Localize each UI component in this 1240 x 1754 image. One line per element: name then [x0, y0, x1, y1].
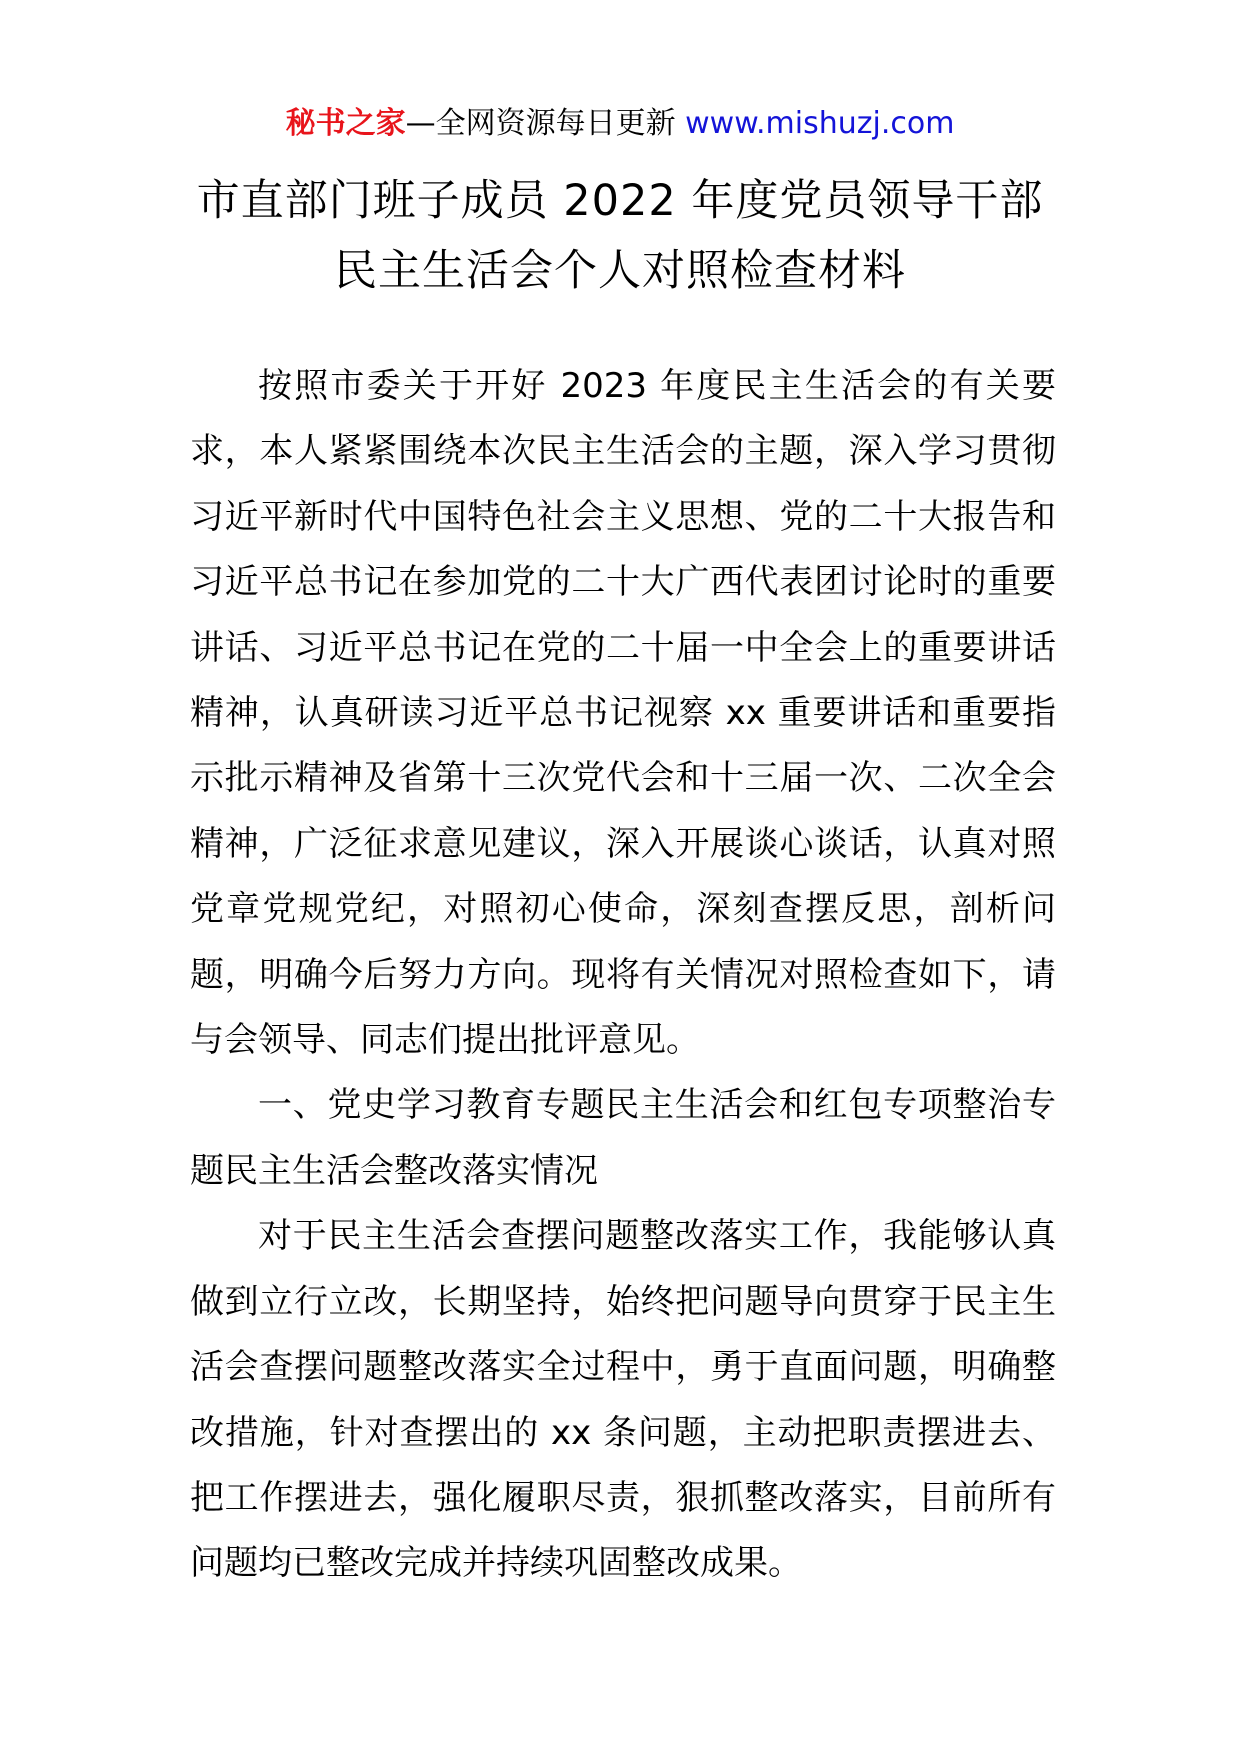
site-header	[0, 104, 1240, 144]
document-title	[100, 166, 1140, 306]
title-line-1: 市直部门班子成员 2022 年度党员领导干部	[196, 176, 1044, 226]
brand-name: 秘书之家	[285, 106, 406, 141]
section-1-paragraph: 对于民主生活会查摆问题整改落实工作，我能够认真做到立行立改，长期坚持，始终把问题导向贯穿于民主生活会查摆问题整改落实全过程中，勇于直面问题，明确整改措施，针对查摆出的 xx 条问题，主动把职责摆进去、把工作摆进去，强化履职尽责，狠抓整改落实，目前所有问题均已整改完成并持续巩固整改成果。	[190, 1216, 1056, 1584]
title-line-2: 民主生活会个人对照检查材料	[334, 246, 906, 296]
intro-paragraph: 按照市委关于开好 2023 年度民主生活会的有关要求，本人紧紧围绕本次民主生活会的主题，深入学习贯彻习近平新时代中国特色社会主义思想、党的二十大报告和习近平总书记在参加党的二十大广西代表团讨论时的重要讲话、习近平总书记在党的二十届一中全会上的重要讲话精神，认真研读习近平总书记视察 xx 重要讲话和重要指示批示精神及省第十三次党代会和十三届一次、二次全会精神，广泛征求意见建议，深入开展谈心谈话，认真对照党章党规党纪，对照初心使命，深刻查摆反思，剖析问题，明确今后努力方向。现将有关情况对照检查如下，请与会领导、同志们提出批评意见。	[190, 366, 1056, 1061]
document-body	[190, 354, 1056, 1597]
section-heading-1: 一、党史学习教育专题民主生活会和红包专项整治专题民主生活会整改落实情况	[190, 1085, 1056, 1191]
header-tagline: —全网资源每日更新	[405, 106, 686, 141]
site-url-link[interactable]: www.mishuzj.com	[685, 106, 955, 141]
